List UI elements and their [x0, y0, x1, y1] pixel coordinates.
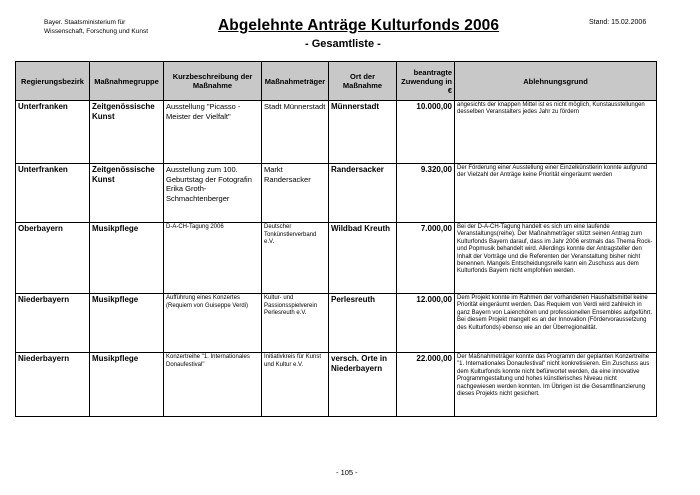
stand-date: Stand: 15.02.2006 [589, 19, 647, 26]
cell-bezirk: Unterfranken [16, 164, 90, 223]
cell-betrag: 9.320,00 [397, 164, 455, 223]
cell-ort: Münnerstadt [329, 101, 397, 164]
ministry-line-1: Bayer. Staatsministerium für [44, 19, 126, 26]
table-header-row [16, 62, 657, 101]
cell-gruppe: Musikpflege [90, 294, 164, 353]
cell-beschreibung: Konzertreihe "1. Internationales Donaufestival" [164, 353, 262, 417]
cell-traeger: Markt Randersacker [262, 164, 329, 223]
cell-ort: Randersacker [329, 164, 397, 223]
cell-ort: Perlesreuth [329, 294, 397, 353]
cell-gruppe: Zeitgenössische Kunst [90, 164, 164, 223]
cell-traeger: Kultur- und Passionsspielverein Perlesreuth e.V. [262, 294, 329, 353]
cell-gruppe: Zeitgenössische Kunst [90, 101, 164, 164]
cell-grund: Der Maßnahmeträger konnte das Programm der geplanten Konzertreihe "1. Internationales Donaufestival" nicht konkretisieren. Ein Zuschuss aus dem Kulturfonds konnte nicht befürwortet werden, da eine innovative Programmgestaltung und hohes künstlerisches Niveau nicht nachgewiesen werden konnten. Im Übrigen ist die Gesamtfinanzierung dieses Projekts nicht gesichert. [455, 353, 657, 417]
cell-traeger: Stadt Münnerstadt [262, 101, 329, 164]
table-row [16, 164, 657, 223]
cell-ort: versch. Orte in Niederbayern [329, 353, 397, 417]
cell-beschreibung: Aufführung eines Konzertes (Requiem von Guiseppe Verdi) [164, 294, 262, 353]
column-header-gruppe: Maßnahmegruppe [90, 62, 164, 101]
cell-grund: angesichts der knappen Mittel ist es nicht möglich, Kunstausstellungen desselben Veranstalters jedes Jahr zu fördern [455, 101, 657, 164]
table-row [16, 223, 657, 294]
table-row [16, 294, 657, 353]
column-header-betrag: beantragte Zuwendung in € [397, 62, 455, 101]
column-header-beschreibung: Kurzbeschreibung der Maßnahme [164, 62, 262, 101]
cell-bezirk: Niederbayern [16, 294, 90, 353]
cell-grund: Bei der D-A-CH-Tagung handelt es sich um eine laufende Veranstaltungs(reihe). Der Maßnahmeträger stützt seinen Antrag zum Kulturfonds Bayern darauf, dass im Jahr 2006 erstmals das Thema Rock- und Popmusik behandelt wird. Allerdings konnte der Antragsteller den Inhalt der Vorträge und die Referenten der Veranstaltung bisher nicht benennen. Mangels Entscheidungsreife kann ein Zuschuss aus dem Kulturfonds Bayern nicht empfohlen werden. [455, 223, 657, 294]
cell-beschreibung: D-A-CH-Tagung 2006 [164, 223, 262, 294]
column-header-grund: Ablehnungsgrund [455, 62, 657, 101]
cell-betrag: 22.000,00 [397, 353, 455, 417]
column-header-bezirk: Regierungsbezirk [16, 62, 90, 101]
table-row [16, 101, 657, 164]
column-header-traeger: Maßnahmeträger [262, 62, 329, 101]
cell-beschreibung: Ausstellung zum 100. Geburtstag der Fotografin Erika Groth-Schmachtenberger [164, 164, 262, 223]
cell-gruppe: Musikpflege [90, 353, 164, 417]
cell-traeger: Deutscher Tonkünstlerverband e.V. [262, 223, 329, 294]
cell-ort: Wildbad Kreuth [329, 223, 397, 294]
cell-gruppe: Musikpflege [90, 223, 164, 294]
column-header-ort: Ort der Maßnahme [329, 62, 397, 101]
ministry-name [44, 19, 148, 36]
cell-betrag: 12.000,00 [397, 294, 455, 353]
cell-traeger: Initiativkreis für Kunst und Kultur e.V. [262, 353, 329, 417]
cell-grund: Der Förderung einer Ausstellung einer Einzelkünstlerin konnte aufgrund der Vielzahl der Anträge keine Priorität eingeräumt werden [455, 164, 657, 223]
cell-bezirk: Unterfranken [16, 101, 90, 164]
page-subtitle: - Gesamtliste - [305, 38, 381, 50]
cell-betrag: 7.000,00 [397, 223, 455, 294]
rejected-applications-table [15, 61, 657, 417]
page-title: Abgelehnte Anträge Kulturfonds 2006 [218, 17, 500, 34]
cell-beschreibung: Ausstellung "Picasso - Meister der Vielfalt" [164, 101, 262, 164]
cell-bezirk: Oberbayern [16, 223, 90, 294]
table-row [16, 353, 657, 417]
ministry-line-2: Wissenschaft, Forschung und Kunst [44, 27, 149, 35]
page-number: - 105 - [336, 468, 358, 477]
cell-betrag: 10.000,00 [397, 101, 455, 164]
cell-grund: Dem Projekt konnte im Rahmen der vorhandenen Haushaltsmittel keine Priorität eingeräumt werden. Das Requiem von Verdi wird zahlreich in ganz Bayern von Laienchören und professionellen Ensembles aufgeführt. Bei diesem Projekt mangelt es an der Innovation (Fördervoraussetzung des Kulturfonds) ebenso wie an der Überregionalität. [455, 294, 657, 353]
cell-bezirk: Niederbayern [16, 353, 90, 417]
